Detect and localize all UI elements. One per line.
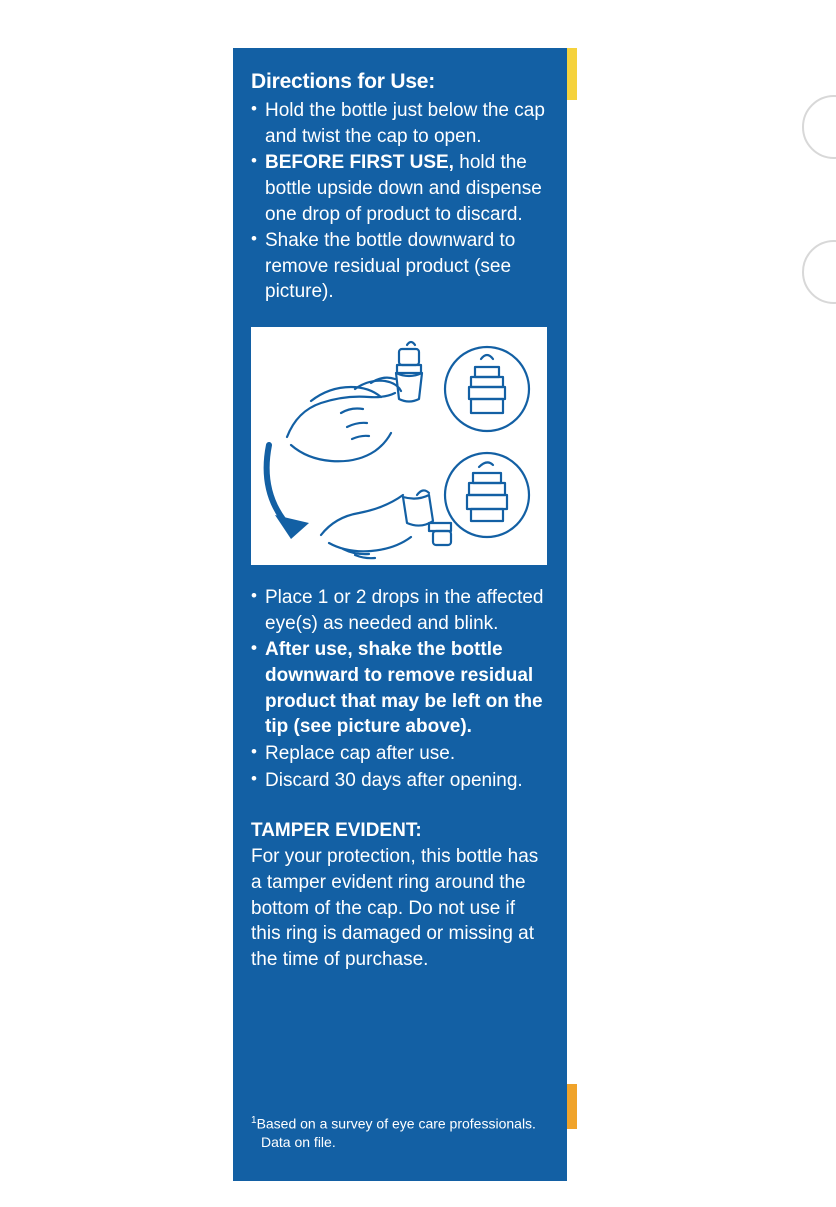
directions-heading: Directions for Use: xyxy=(251,70,436,93)
list-item xyxy=(251,768,549,794)
bullet-text: Replace cap after use. xyxy=(265,742,456,764)
bullet-text: Shake the bottle downward to remove residual product (see picture). xyxy=(265,230,516,303)
panel-edge-strip-orange xyxy=(567,1084,577,1129)
bullet-text: Hold the bottle just below the cap and twist the cap to open. xyxy=(265,100,545,147)
list-item xyxy=(251,585,549,636)
section-spacer xyxy=(251,794,549,820)
footnote-marker: 1 xyxy=(251,1114,257,1126)
directions-list-bottom xyxy=(251,585,549,793)
bullet-text: Place 1 or 2 drops in the affected eye(s) as needed and blink. xyxy=(265,587,544,634)
footnote xyxy=(251,1114,549,1151)
panel-edge-strip-yellow xyxy=(567,48,577,100)
list-item xyxy=(251,98,549,149)
panel-edge-strip-white xyxy=(567,100,577,1129)
page-curl-top xyxy=(802,95,836,159)
product-carton-panel xyxy=(233,48,567,1181)
bottle-shake-illustration xyxy=(251,327,547,565)
list-item xyxy=(251,150,549,227)
tamper-evident-body: For your protection, this bottle has a tamper evident ring around the bottom of the cap. Do not use if this ring is damaged or missing at the time of purchase. xyxy=(251,846,539,970)
bullet-bold-prefix: BEFORE FIRST USE, xyxy=(265,152,454,174)
page-curl-bottom xyxy=(802,240,836,304)
footnote-line-1: Based on a survey of eye care professionals. xyxy=(256,1115,536,1132)
list-item xyxy=(251,637,549,740)
directions-list-top xyxy=(251,98,549,305)
list-item xyxy=(251,741,549,767)
panel-edge-strip-white-lower xyxy=(567,1129,577,1181)
bullet-text: Discard 30 days after opening. xyxy=(265,769,523,791)
bullet-text: After use, shake the bottle downward to remove residual product that may be left on the tip (see picture above). xyxy=(265,639,543,738)
bottle-shake-illustration-svg xyxy=(251,327,547,565)
list-item xyxy=(251,228,549,305)
tamper-evident-heading: TAMPER EVIDENT: xyxy=(251,820,422,842)
footnote-line-2: Data on file. xyxy=(261,1133,336,1150)
bullet-text: hold the bottle upside down and dispense one drop of product to discard. xyxy=(265,152,542,225)
